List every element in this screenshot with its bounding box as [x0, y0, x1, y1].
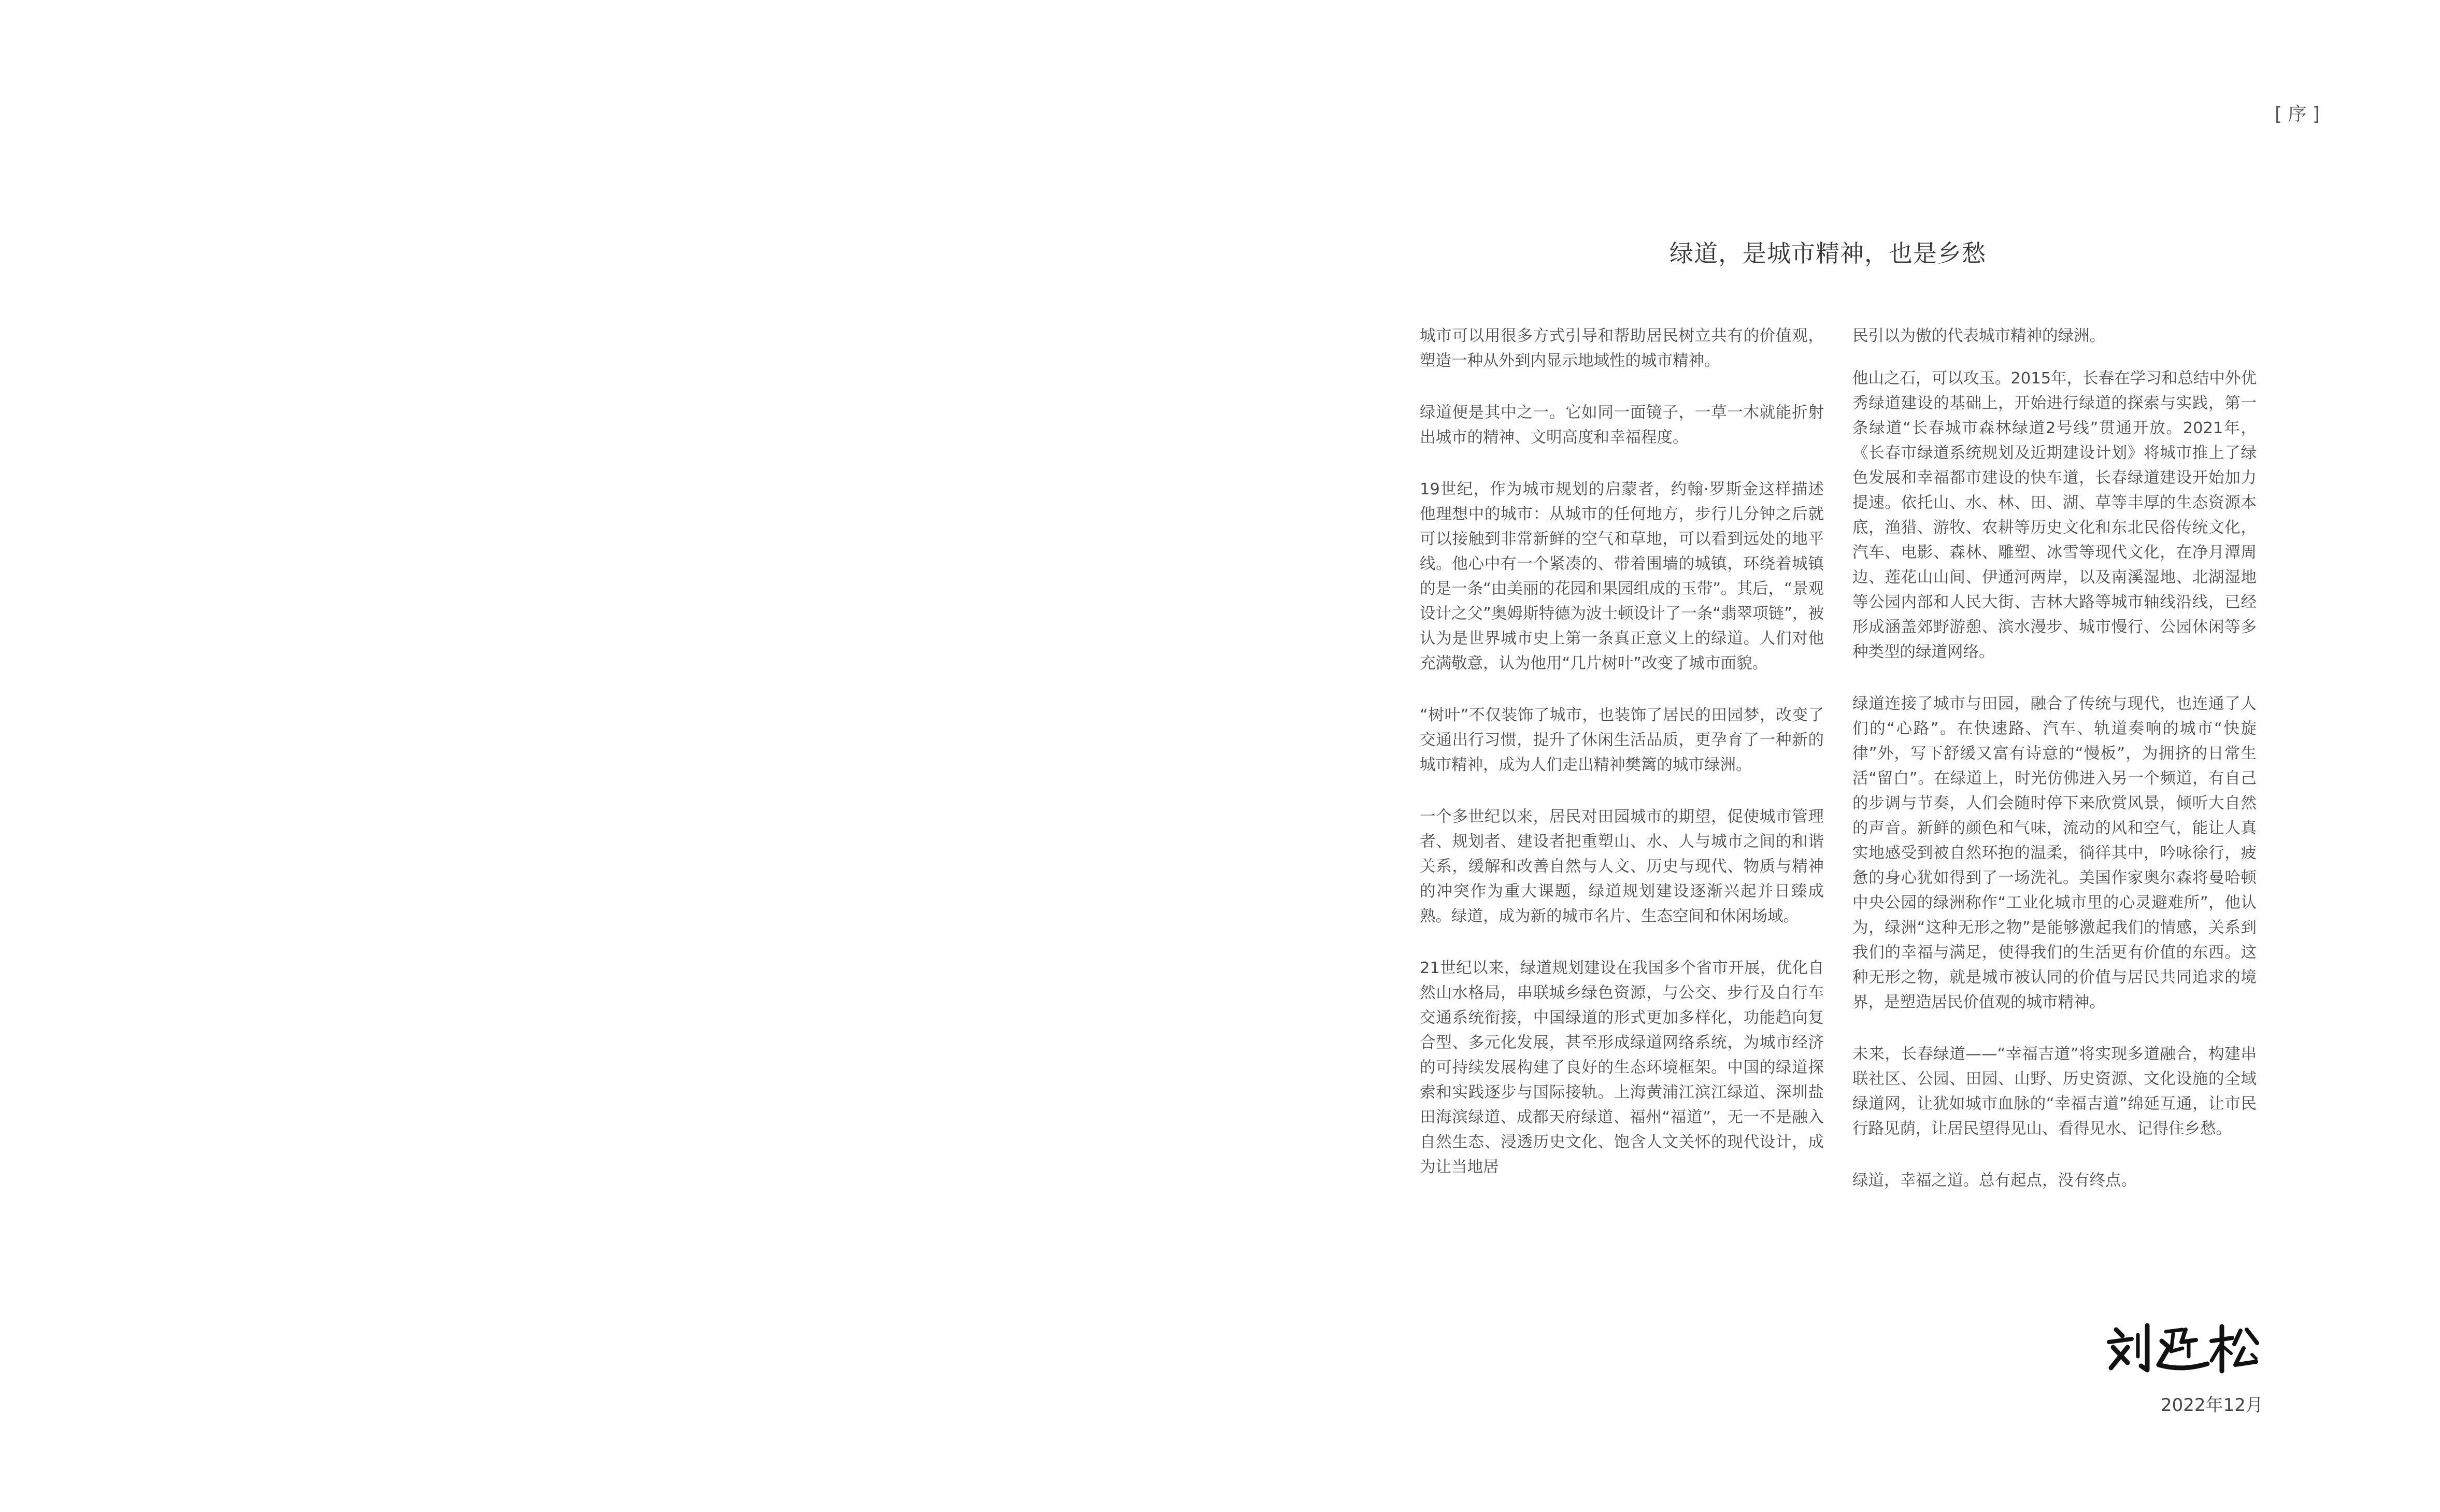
section-marker: [ 序 ]: [2275, 104, 2320, 125]
paragraph: 他山之石，可以攻玉。2015年，长春在学习和总结中外优秀绿道建设的基础上，开始进行绿道的探索与实践，第一条绿道“长春城市森林绿道2号线”贯通开放。2021年，《长春市绿道系统规划及近期建设计划》将城市推上了绿色发展和幸福都市建设的快车道，长春绿道建设开始加力提速。依托山、水、林、田、湖、草等丰厚的生态资源本底，渔猎、游牧、农耕等历史文化和东北民俗传统文化，汽车、电影、森林、雕塑、冰雪等现代文化，在净月潭周边、莲花山山间、伊通河两岸，以及南溪湿地、北湖湿地等公园内部和人民大街、吉林大路等城市轴线沿线，已经形成涵盖郊野游憩、滨水漫步、城市慢行、公园休闲等多种类型的绿道网络。: [1852, 369, 2257, 661]
paragraph: “树叶”不仅装饰了城市，也装饰了居民的田园梦，改变了交通出行习惯，提升了休闲生活品质，更孕育了一种新的城市精神，成为人们走出精神樊篱的城市绿洲。: [1420, 706, 1824, 774]
paragraph: 一个多世纪以来，居民对田园城市的期望，促使城市管理者、规划者、建设者把重塑山、水、人与城市之间的和谐关系，缓解和改善自然与人文、历史与现代、物质与精神的冲突作为重大课题，绿道规划建设逐渐兴起并日臻成熟。绿道，成为新的城市名片、生态空间和休闲场域。: [1420, 808, 1824, 925]
handwritten-signature: [2105, 1320, 2260, 1377]
paragraph: 未来，长春绿道——“幸福吉道”将实现多道融合，构建串联社区、公园、田园、山野、历史资源、文化设施的全域绿道网，让犹如城市血脉的“幸福吉道”绵延互通，让市民行路见荫，让居民望得见山、看得见水、记得住乡愁。: [1852, 1045, 2257, 1138]
page-title: 绿道，是城市精神，也是乡愁: [1670, 239, 1986, 267]
paragraph: 19世纪，作为城市规划的启蒙者，约翰·罗斯金这样描述他理想中的城市：从城市的任何地方，步行几分钟之后就可以接触到非常新鲜的空气和草地，可以看到远处的地平线。他心中有一个紧凑的、带着围墙的城镇，环绕着城镇的是一条“由美丽的花园和果园组成的玉带”。其后，“景观设计之父”奥姆斯特德为波士顿设计了一条“翡翠项链”，被认为是世界城市史上第一条真正意义上的绿道。人们对他充满敬意，认为他用“几片树叶”改变了城市面貌。: [1420, 480, 1824, 673]
date: 2022年12月: [2161, 1395, 2263, 1416]
paragraph: 21世纪以来，绿道规划建设在我国多个省市开展，优化自然山水格局，串联城乡绿色资源，与公交、步行及自行车交通系统衔接，中国绿道的形式更加多样化，功能趋向复合型、多元化发展，甚至形成绿道网络系统，为城市经济的可持续发展构建了良好的生态环境框架。中国的绿道探索和实践逐步与国际接轨。上海黄浦江滨江绿道、深圳盐田海滨绿道、成都天府绿道、福州“福道”，无一不是融入自然生态、浸透历史文化、饱含人文关怀的现代设计，成为让当地居: [1420, 959, 1824, 1176]
paragraph: 绿道便是其中之一。它如同一面镜子，一草一木就能折射出城市的精神、文明高度和幸福程度。: [1420, 404, 1824, 447]
right-column: [1852, 324, 2257, 1220]
paragraph: 绿道，幸福之道。总有起点，没有终点。: [1852, 1172, 2137, 1190]
paragraph: 绿道连接了城市与田园，融合了传统与现代，也连通了人们的“心路”。在快速路、汽车、轨道奏响的城市“快旋律”外，写下舒缓又富有诗意的“慢板”，为拥挤的日常生活“留白”。在绿道上，时光仿佛进入另一个频道，有自己的步调与节奏，人们会随时停下来欣赏风景，倾听大自然的声音。新鲜的颜色和气味，流动的风和空气，能让人真实地感受到被自然环抱的温柔，徜徉其中，吟咏徐行，疲惫的身心犹如得到了一场洗礼。美国作家奥尔森将曼哈顿中央公园的绿洲称作“工业化城市里的心灵避难所”，他认为，绿洲“这种无形之物”是能够激起我们的情感，关系到我们的幸福与满足，使得我们的生活更有价值的东西。这种无形之物，就是城市被认同的价值与居民共同追求的境界，是塑造居民价值观的城市精神。: [1852, 695, 2257, 1011]
left-column: [1420, 324, 1824, 1207]
paragraph-continuation: 民引以为傲的代表城市精神的绿洲。: [1852, 327, 2105, 345]
paragraph: 城市可以用很多方式引导和帮助居民树立共有的价值观，塑造一种从外到内显示地域性的城市精神。: [1420, 327, 1824, 370]
